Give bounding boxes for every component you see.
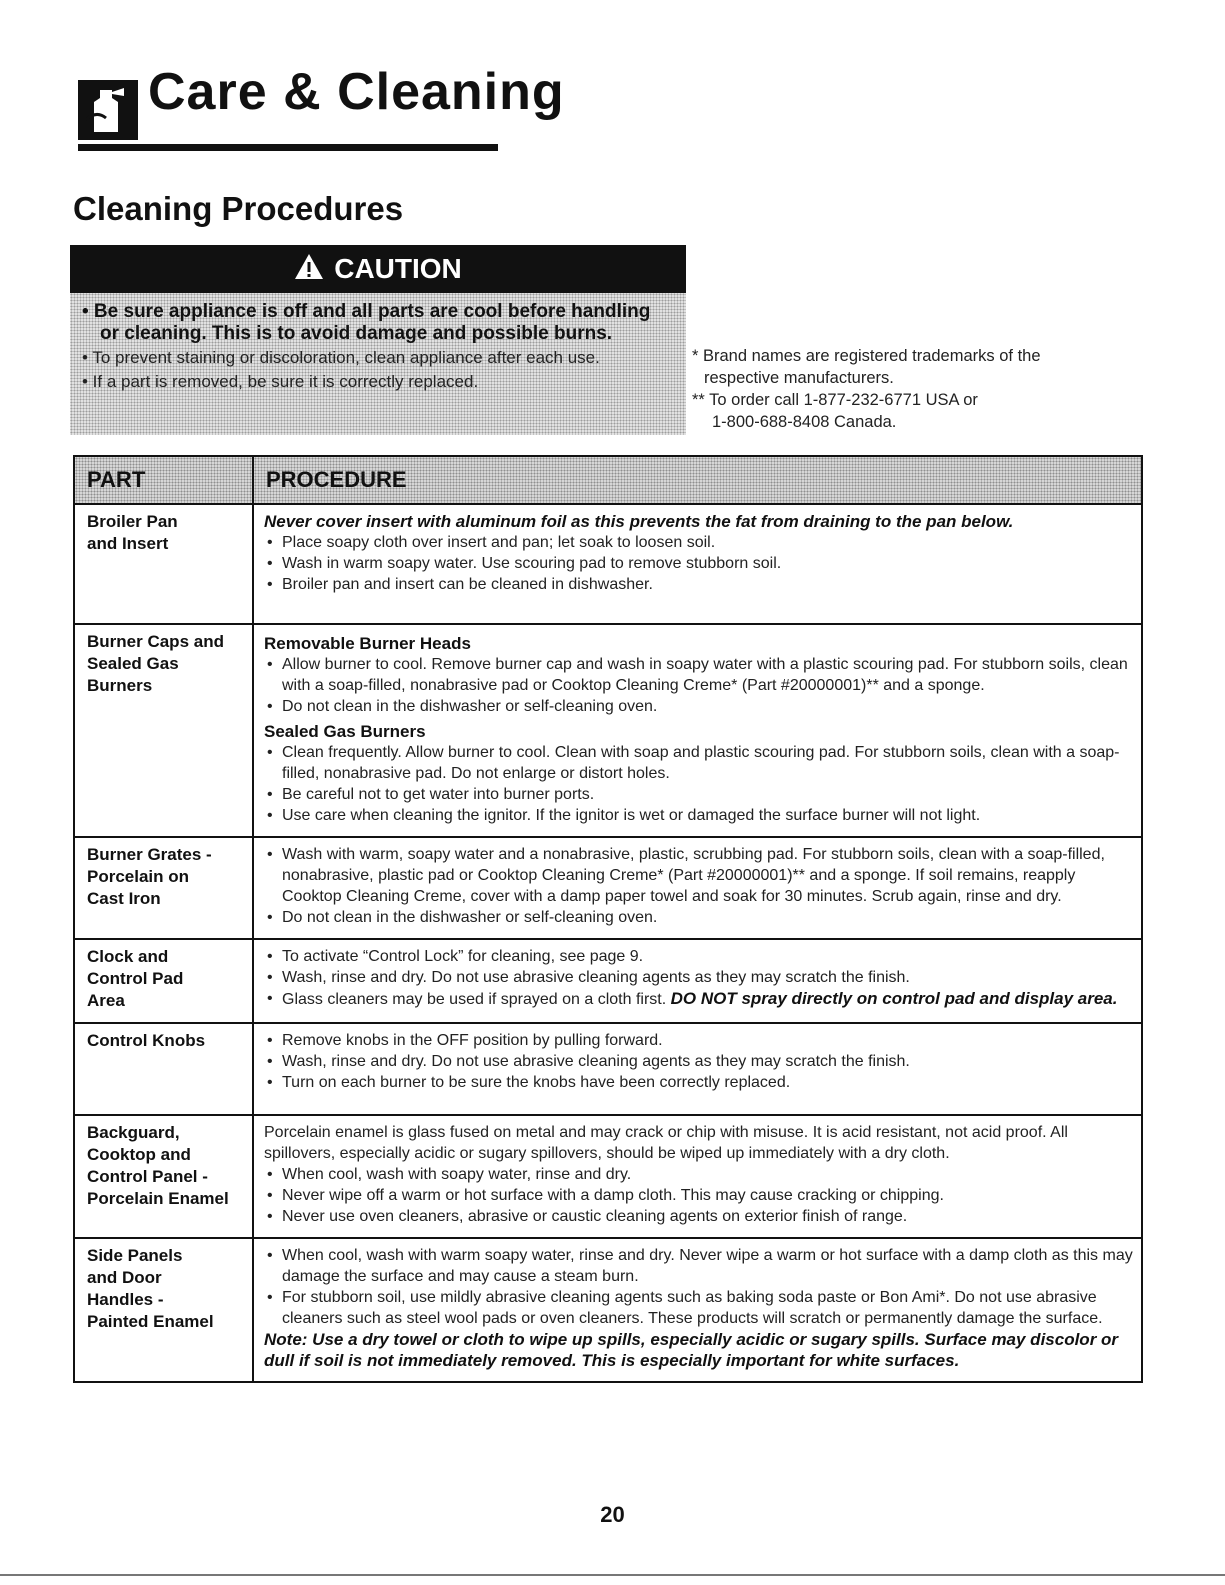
trademark-notes xyxy=(692,345,1122,433)
procedure-bullet xyxy=(264,988,1133,1010)
procedure-bullet: • Allow burner to cool. Remove burner cap and wash in soapy water with a plastic scouring pad. For stubborn soils, clean with a soap-filled, nonabrasive pad or Cooktop Cleaning Creme* (Part #20000001)** and a sponge. xyxy=(264,654,1133,696)
caution-label: CAUTION xyxy=(334,253,462,284)
part-name-line: Sealed Gas xyxy=(87,654,179,673)
part-name-line: Broiler Pan xyxy=(87,512,178,531)
part-cell xyxy=(74,1023,253,1115)
table-header-row xyxy=(74,456,1142,504)
procedure-bullet: • Wash, rinse and dry. Do not use abrasive cleaning agents as they may scratch the finish. xyxy=(264,1051,1133,1072)
cleaning-spray-icon xyxy=(78,80,138,140)
part-name-line: and Door xyxy=(87,1268,162,1287)
procedure-bullet: • Use care when cleaning the ignitor. If the ignitor is wet or damaged the surface burner will not light. xyxy=(264,805,1133,826)
caution-box xyxy=(70,245,686,435)
procedure-table xyxy=(73,455,1143,1383)
header-title: Care & Cleaning xyxy=(148,63,565,121)
part-cell xyxy=(74,939,253,1023)
procedure-subheading: Sealed Gas Burners xyxy=(264,722,426,741)
procedure-cell xyxy=(253,1238,1142,1382)
procedure-note: Note: Use a dry towel or cloth to wipe up spills, especially acidic or sugary spills. Surface may discolor or dull if soil is not immediately removed. This is especially important for white surfaces. xyxy=(264,1330,1119,1370)
part-name-line: Cast Iron xyxy=(87,889,161,908)
table-row xyxy=(74,624,1142,837)
procedure-cell xyxy=(253,1115,1142,1238)
part-name-line: Control Panel - xyxy=(87,1167,208,1186)
table-row xyxy=(74,1238,1142,1382)
table-row xyxy=(74,1023,1142,1115)
procedure-bullet: • Wash, rinse and dry. Do not use abrasive cleaning agents as they may scratch the finish. xyxy=(264,967,1133,988)
part-name-line: Clock and xyxy=(87,947,169,966)
part-name-line: Area xyxy=(87,991,125,1010)
part-name-line: Burner Grates - xyxy=(87,845,212,864)
part-name-line: Painted Enamel xyxy=(87,1312,214,1331)
procedure-cell xyxy=(253,1023,1142,1115)
procedure-bullet: • Be careful not to get water into burner ports. xyxy=(264,784,1133,805)
note-line: respective manufacturers. xyxy=(704,369,894,387)
warning-icon xyxy=(294,247,324,295)
caution-text xyxy=(70,293,686,435)
procedure-cell xyxy=(253,837,1142,939)
part-cell xyxy=(74,1115,253,1238)
part-name-line: Burner Caps and xyxy=(87,632,224,651)
caution-banner xyxy=(70,245,686,293)
procedure-text: Glass cleaners may be used if sprayed on a cloth first. xyxy=(282,991,667,1008)
part-name-line: Cooktop and xyxy=(87,1145,191,1164)
procedure-bullet: • When cool, wash with soapy water, rinse and dry. xyxy=(264,1164,1133,1185)
column-header-procedure: PROCEDURE xyxy=(253,456,1142,504)
procedure-cell xyxy=(253,624,1142,837)
procedure-bullet: • When cool, wash with warm soapy water, rinse and dry. Never wipe a warm or hot surface with a damp cloth as this may damage the surface and may cause a steam burn. xyxy=(264,1245,1133,1287)
part-name-line: Handles - xyxy=(87,1290,164,1309)
caution-line: • Be sure appliance is off and all parts are cool before handling xyxy=(82,301,651,322)
procedure-bullet: • Wash in warm soapy water. Use scouring pad to remove stubborn soil. xyxy=(264,553,1133,574)
part-cell xyxy=(74,1238,253,1382)
caution-line: • To prevent staining or discoloration, clean appliance after each use. xyxy=(82,348,600,367)
procedure-bullet: • Remove knobs in the OFF position by pulling forward. xyxy=(264,1030,1133,1051)
part-cell xyxy=(74,837,253,939)
table-row xyxy=(74,1115,1142,1238)
part-name-line: Backguard, xyxy=(87,1123,180,1142)
part-name-line: Control Pad xyxy=(87,969,184,988)
caution-line: • If a part is removed, be sure it is correctly replaced. xyxy=(82,372,479,391)
procedure-bullet: • Place soapy cloth over insert and pan; let soak to loosen soil. xyxy=(264,532,1133,553)
section-title: Cleaning Procedures xyxy=(73,190,404,227)
part-name-line: Side Panels xyxy=(87,1246,183,1265)
procedure-bullet: • Do not clean in the dishwasher or self-cleaning oven. xyxy=(264,696,1133,717)
table-row xyxy=(74,504,1142,624)
page-number: 20 xyxy=(600,1502,625,1527)
procedure-subheading: Removable Burner Heads xyxy=(264,634,471,653)
header-underline xyxy=(78,144,498,151)
page-header xyxy=(78,63,565,154)
part-name-line: Porcelain on xyxy=(87,867,190,886)
procedure-bullet: • Turn on each burner to be sure the knobs have been correctly replaced. xyxy=(264,1072,1133,1093)
part-name-line: and Insert xyxy=(87,534,169,553)
procedure-bullet: • For stubborn soil, use mildly abrasive cleaning agents such as baking soda paste or Bon Ami*. Do not use abrasive cleaners such as steel wool pads or oven cleaners. These products will scratch or permanently damage the surface. xyxy=(264,1287,1133,1329)
part-name-line: Burners xyxy=(87,676,153,695)
note-line: 1-800-688-8408 Canada. xyxy=(712,413,897,431)
procedure-bullet: • Wash with warm, soapy water and a nonabrasive, plastic, scrubbing pad. For stubborn soils, clean with a soap-filled, nonabrasive, plastic pad or Cooktop Cleaning Creme* (Part #20000001)** and a sponge. If soil remains, reapply Cooktop Cleaning Creme, cover with a damp paper towel and soak for 30 minutes. Scrub again, rinse and dry. xyxy=(264,844,1133,907)
procedure-bullet: • Never use oven cleaners, abrasive or caustic cleaning agents on exterior finish of range. xyxy=(264,1206,1133,1227)
procedure-bullet: • Broiler pan and insert can be cleaned in dishwasher. xyxy=(264,574,1133,595)
column-header-part: PART xyxy=(74,456,253,504)
procedure-warning: DO NOT spray directly on control pad and display area. xyxy=(670,989,1118,1008)
note-line: ** To order call 1-877-232-6771 USA or xyxy=(692,391,978,409)
procedure-paragraph: Porcelain enamel is glass fused on metal and may crack or chip with misuse. It is acid resistant, not acid proof. All spillovers, especially acidic or sugary spillovers, should be wiped up immediately with a dry cloth. xyxy=(264,1124,1068,1162)
procedure-cell xyxy=(253,504,1142,624)
page-bottom-rule xyxy=(0,1574,1225,1576)
table-row xyxy=(74,837,1142,939)
table-row xyxy=(74,939,1142,1023)
procedure-warning: Never cover insert with aluminum foil as this prevents the fat from draining to the pan below. xyxy=(264,512,1014,531)
procedure-cell xyxy=(253,939,1142,1023)
part-cell xyxy=(74,504,253,624)
procedure-bullet: • To activate “Control Lock” for cleaning, see page 9. xyxy=(264,946,1133,967)
part-name-line: Control Knobs xyxy=(87,1031,206,1050)
procedure-bullet: • Clean frequently. Allow burner to cool. Clean with soap and plastic scouring pad. For stubborn soils, clean with a soap-filled, nonabrasive pad. Do not enlarge or distort holes. xyxy=(264,742,1133,784)
part-cell xyxy=(74,624,253,837)
caution-line: or cleaning. This is to avoid damage and possible burns. xyxy=(100,323,613,344)
note-line: * Brand names are registered trademarks of the xyxy=(692,347,1041,365)
procedure-bullet: • Never wipe off a warm or hot surface with a damp cloth. This may cause cracking or chipping. xyxy=(264,1185,1133,1206)
procedure-bullet: • Do not clean in the dishwasher or self-cleaning oven. xyxy=(264,907,1133,928)
part-name-line: Porcelain Enamel xyxy=(87,1189,229,1208)
